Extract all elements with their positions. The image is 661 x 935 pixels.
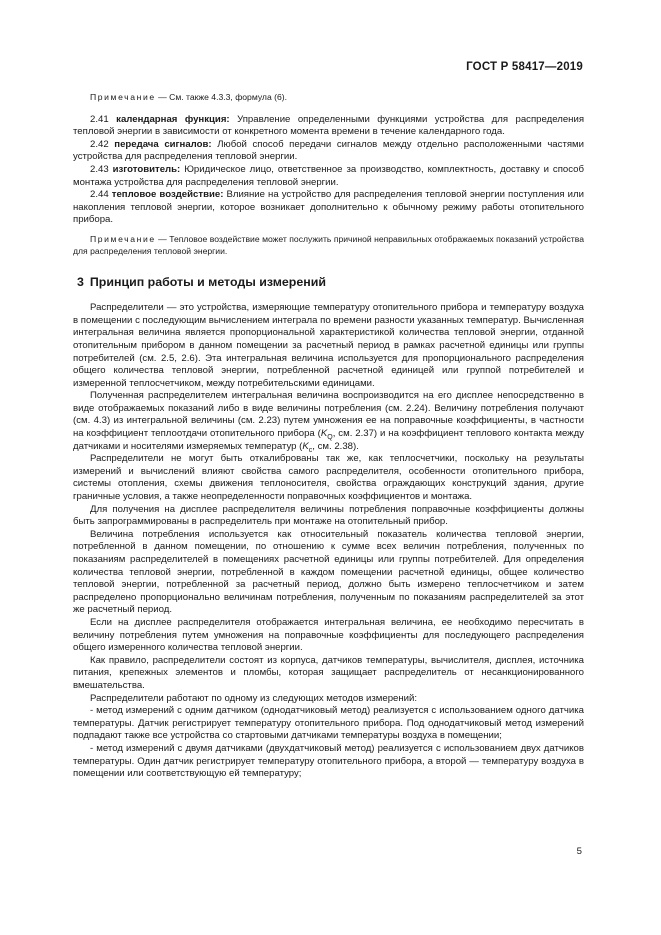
paragraph-1: Распределители — это устройства, измеряющие температуру отопительного прибора и температуру воздуха в помещении с последующим вычислением интеграла по времени разности указанных температур. Вычисленная интегральная величина является пропорциональной характеристикой количества тепловой энергии, отданной отопительным прибором в данном помещении за расчетный период в рамках расчетной единицы или группы потребителей (см. 2.5, 2.6). Эта интегральная величина используется для пропорционального распределения общего количества тепловой энергии, потребленной расчетной единицей или группой потребителей и измеренной теплосчетчиком, между потребительскими единицами.: [73, 302, 584, 389]
paragraph-6: Если на дисплее распределителя отображается интегральная величина, ее необходимо пересчитать в величину потребления путем умножения на поправочные коэффициенты для последующего распределения общего измеренного количества тепловой энергии.: [73, 616, 584, 654]
term-2-43: [73, 164, 584, 189]
term-definition: Влияние на устройство для распределения тепловой энергии поступления или накопления тепловой энергии, которое возникает дополнительно к обычному режиму работы отопительного прибора.: [73, 189, 584, 226]
term-definition: Любой способ передачи сигналов между отдельно расположенными частями устройства для распределения тепловой энергии.: [73, 138, 584, 163]
term-2-42: [73, 139, 584, 164]
paragraph-7: Как правило, распределители состоят из корпуса, датчиков температуры, вычислителя, дисплея, источника питания, крепежных элементов и пломбы, которая защищает распределитель от несанкционированного вмешательства.: [73, 654, 584, 691]
document-id: ГОСТ Р 58417—2019: [466, 61, 583, 73]
paragraph-8: Распределители работают по одному из следующих методов измерений:: [90, 692, 418, 704]
paragraph-4: Для получения на дисплее распределителя величины потребления поправочные коэффициенты должны быть запрограммированы в распределитель при монтаже на отопительный прибор.: [73, 503, 584, 528]
section-title: Принцип работы и методы измерений: [89, 275, 326, 290]
term-number: 2.43: [90, 163, 109, 175]
section-heading: [73, 275, 584, 290]
page-number: 5: [576, 846, 582, 857]
note-text: — См. также 4.3.3, формула (6).: [155, 92, 288, 102]
note-2: [73, 234, 584, 257]
list-item-single-sensor: - метод измерений с одним датчиком (однодатчиковый метод) реализуется с использованием одного датчика температуры. Датчик регистрирует температуру отопительного прибора. Под однодатчиковый метод измерений подпадают также все устройства со стартовыми датчиками температуры воздуха в помещении;: [73, 705, 584, 742]
term-number: 2.44: [90, 189, 109, 201]
term-definition: Управление определенными функциями устройства для распределения тепловой энергии в зависимости от конкретного момента времени в течение календарного года.: [73, 113, 585, 138]
note-text: — Тепловое воздействие может послужить причиной неправильных отображаемых показаний устройства для распределения тепловой энергии.: [73, 233, 584, 256]
document-body: [73, 92, 584, 781]
term-2-41: [73, 114, 584, 139]
section-number: 3: [77, 275, 84, 290]
term-name: передача сигналов:: [114, 138, 212, 150]
note-1: [73, 92, 584, 104]
term-number: 2.41: [90, 113, 109, 125]
paragraph-2: Полученная распределителем интегральная величина воспроизводится на его дисплее непосредственно в виде отображаемых показаний либо в виде величины потребления (см. 2.24). Величину потребления получают (см. 4.3) из интегральной величины (см. 2.23) путем умножения ее на поправочные коэффициенты, в частности на коэффициент теплоотдачи отопительного прибора ($K_Q$, см. 2.37) и на коэффициент теплового контакта между датчиками и носителями измеряемых температур ($K_c$, см. 2.38).: [73, 390, 584, 454]
note-label: Примечание: [90, 233, 156, 244]
term-definition: Юридическое лицо, ответственное за производство, комплектность, доставку и способ монтажа устройства для распределения тепловой энергии.: [73, 163, 584, 188]
term-2-44: [73, 189, 584, 227]
term-name: тепловое воздействие:: [111, 189, 224, 201]
term-name: календарная функция:: [116, 113, 230, 125]
term-name: изготовитель:: [112, 163, 181, 175]
paragraph-5: Величина потребления используется как относительный показатель количества тепловой энергии, потребленной в данном помещении, по отношению к сумме всех величин потребления, полученных по показаниям распределителей в помещениях расчетной единицы или группы потребителей. Для определения количества тепловой энергии, потребленной в каждом помещении расчетной единицы, общее количество тепловой энергии, потребленной за расчетный период, должно быть измерено теплосчетчиком и затем распределено пропорционально величинам потребления, полученным по показаниям распределителей за этот же расчетный период.: [73, 528, 584, 616]
term-number: 2.42: [90, 138, 109, 150]
note-label: Примечание: [90, 92, 156, 102]
list-item-two-sensors: - метод измерений с двумя датчиками (двухдатчиковый метод) реализуется с использованием двух датчиков температуры. Один датчик регистрирует температуру отопительного прибора, а второй — температуру воздуха в помещении или соответствующую ей температуру;: [73, 742, 584, 780]
paragraph-3: Распределители не могут быть откалиброваны так же, как теплосчетчики, поскольку на результаты измерений и вычислений влияют свойства самого распределителя, особенности отопительного прибора, системы отопления, схемы движения теплоносителя, свойства ограждающих конструкций здания, другие граничные условия, а также неопределенности поправочных коэффициентов и монтажа.: [73, 453, 584, 503]
